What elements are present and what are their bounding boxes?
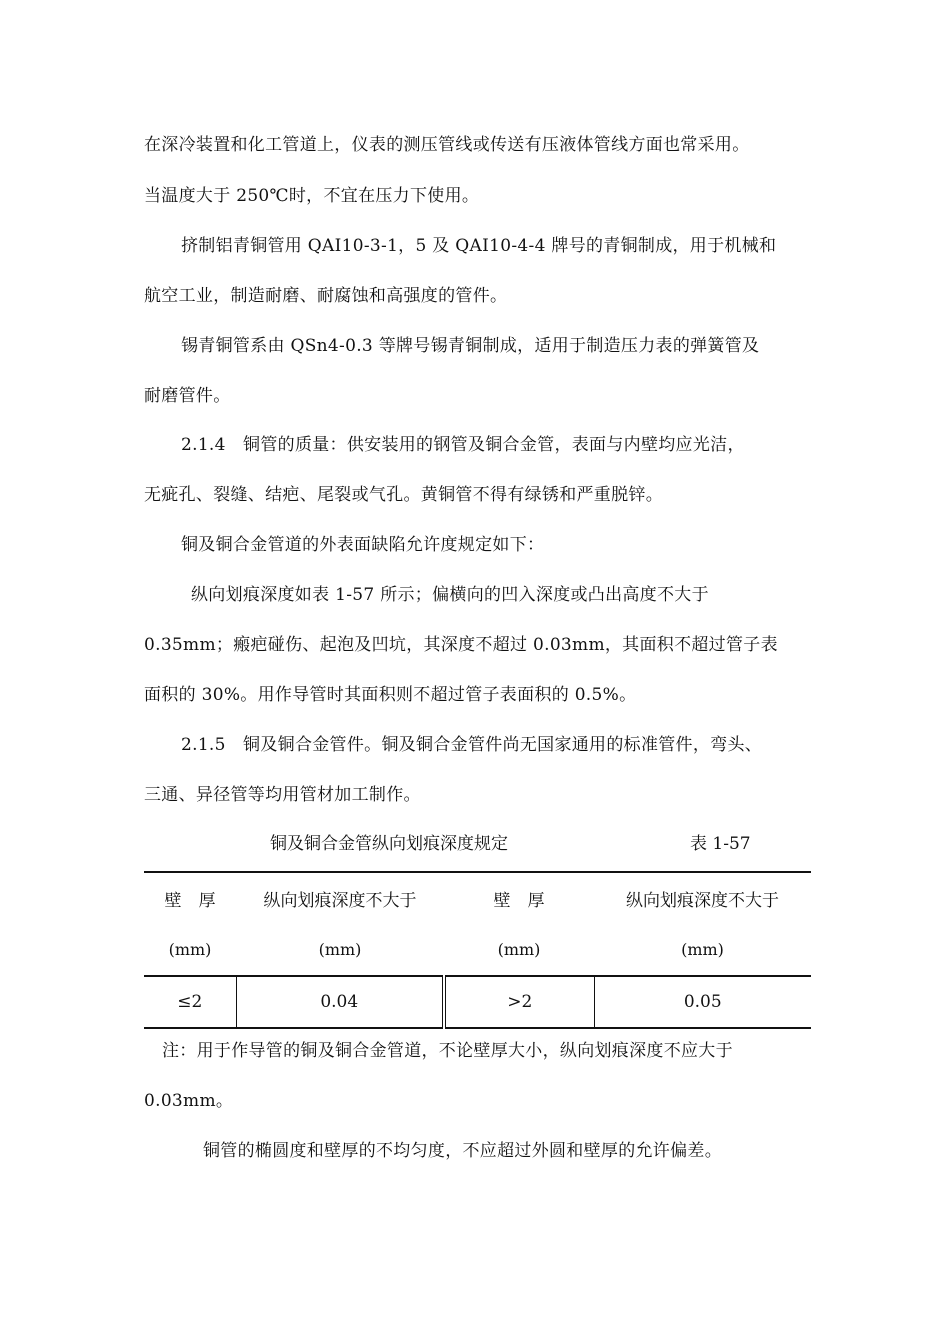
table-cell: 0.05	[594, 976, 811, 1028]
scratch-depth-table	[144, 871, 811, 1029]
table-cell: ≤2	[144, 976, 236, 1028]
paragraph-line: 在深冷装置和化工管道上，仪表的测压管线或传送有压液体管线方面也常采用。	[144, 135, 750, 155]
header-wall-thickness: 壁 厚	[493, 890, 545, 911]
paragraph-line: 锡青铜管系由 QSn4-0.3 等牌号锡青铜制成，适用于制造压力表的弹簧管及	[181, 336, 760, 356]
paragraph-line: 纵向划痕深度如表 1-57 所示；偏横向的凹入深度或凸出高度不大于	[191, 585, 709, 605]
paragraph-line: 三通、异径管等均用管材加工制作。	[144, 785, 421, 805]
table-cell: >2	[444, 976, 594, 1028]
table-note: 0.03mm。	[144, 1091, 234, 1111]
unit-label: (mm)	[318, 939, 362, 959]
unit-label: (mm)	[681, 939, 724, 959]
section-heading-2-1-5: 2.1.5 铜及铜合金管件。铜及铜合金管件尚无国家通用的标准管件，弯头、	[181, 735, 763, 755]
unit-label: (mm)	[497, 939, 541, 959]
header-wall-thickness: 壁 厚	[164, 890, 216, 911]
header-scratch-depth: 纵向划痕深度不大于	[626, 890, 779, 911]
table-header-row	[144, 872, 811, 923]
paragraph-line: 当温度大于 250℃时，不宜在压力下使用。	[144, 186, 480, 206]
table-cell: 0.04	[236, 976, 444, 1028]
paragraph-line: 挤制铝青铜管用 QAI10-3-1，5 及 QAI10-4-4 牌号的青铜制成，用于机械和	[181, 236, 777, 256]
table-note: 注：用于作导管的铜及铜合金管道，不论壁厚大小，纵向划痕深度不应大于	[162, 1041, 733, 1061]
table-number: 表 1-57	[690, 834, 751, 854]
table-title: 铜及铜合金管纵向划痕深度规定	[270, 834, 508, 854]
paragraph-line: 耐磨管件。	[144, 386, 231, 406]
paragraph-line: 航空工业，制造耐磨、耐腐蚀和高强度的管件。	[144, 286, 508, 306]
table-unit-row	[144, 923, 811, 976]
header-scratch-depth: 纵向划痕深度不大于	[263, 890, 417, 911]
section-heading-2-1-4: 2.1.4 铜管的质量：供安装用的钢管及铜合金管，表面与内壁均应光洁，	[181, 435, 745, 455]
paragraph-line: 面积的 30%。用作导管时其面积则不超过管子表面积的 0.5%。	[144, 685, 637, 705]
table-row	[144, 976, 811, 1028]
paragraph-line: 0.35mm；瘢疤碰伤、起泡及凹坑，其深度不超过 0.03mm，其面积不超过管子表	[144, 635, 778, 655]
paragraph-line: 铜管的椭圆度和壁厚的不均匀度，不应超过外圆和壁厚的允许偏差。	[203, 1141, 722, 1161]
paragraph-line: 铜及铜合金管道的外表面缺陷允许度规定如下：	[181, 535, 545, 555]
paragraph-line: 无疵孔、裂缝、结疤、尾裂或气孔。黄铜管不得有绿锈和严重脱锌。	[144, 485, 663, 505]
unit-label: (mm)	[168, 939, 212, 959]
